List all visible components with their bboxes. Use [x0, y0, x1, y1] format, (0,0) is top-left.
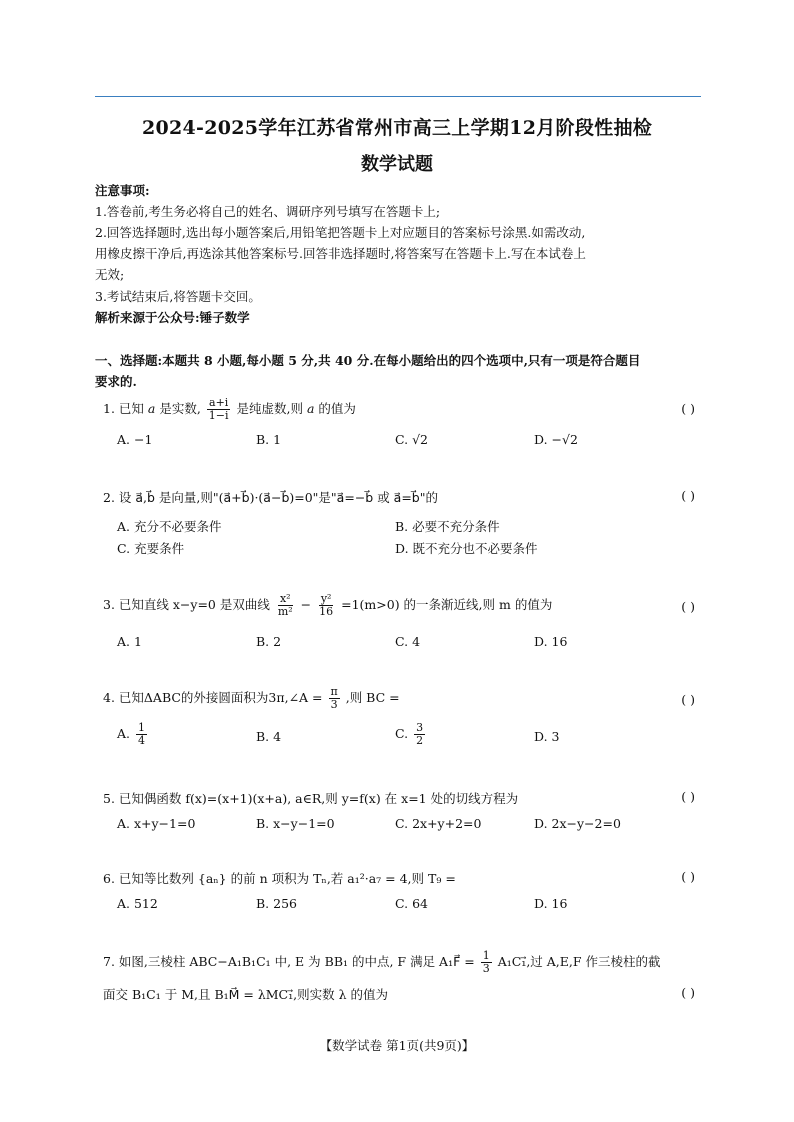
section-heading-cont: 要求的.	[95, 374, 137, 389]
question-3: 3. 已知直线 x−y=0 是双曲线 $\frac{\text{x²}}{\text{m²}}$ − $\frac{\text{y²}}{16}$ =1(m>0) 的一条渐近线,则 m 的值为 ( )	[103, 592, 695, 619]
option-d: D. 2x−y−2=0	[534, 816, 621, 831]
answer-blank: ( )	[681, 401, 695, 416]
answer-blank: ( )	[681, 789, 695, 804]
question-4: 4. 已知ΔABC的外接圆面积为3π,∠A = $\frac{\pi}{3}$ ,则 BC = ( )	[103, 685, 695, 712]
question-7-cont: 面交 B₁C₁ 于 M,且 B₁M⃗ = λMC₁⃗,则实数 λ 的值为 ( )	[103, 985, 695, 1002]
option-c: C. √2	[395, 432, 428, 447]
option-d: D. 16	[534, 634, 568, 649]
fraction: $\frac{\text{x²}}{\text{m²}}$	[277, 592, 293, 619]
option-b: B. 必要不充分条件	[395, 519, 500, 534]
option-a: A. 512	[117, 896, 158, 911]
option-b: B. 2	[256, 634, 282, 649]
option-d: D. −√2	[534, 432, 578, 447]
header-rule	[95, 96, 701, 97]
question-6: 6. 已知等比数列 {aₙ} 的前 n 项积为 Tₙ,若 a₁²·a₇ = 4,则 T₉ = ( )	[103, 869, 695, 886]
option-a: A. −1	[117, 432, 153, 447]
answer-blank: ( )	[681, 869, 695, 884]
option-c: C. $\frac{3}{2}$	[395, 721, 424, 748]
option-b: B. 1	[256, 432, 282, 447]
notice-heading: 注意事项:	[95, 183, 150, 198]
fraction: $\frac{a+i}{1-i}$	[208, 396, 229, 423]
answer-blank: ( )	[681, 692, 695, 707]
question-2: 2. 设 a⃗,b⃗ 是向量,则"(a⃗+b⃗)·(a⃗−b⃗)=0"是"a⃗=−b⃗ 或 a⃗=b⃗"的 ( )	[103, 488, 695, 505]
option-c: C. 2x+y+2=0	[395, 816, 482, 831]
option-d: D. 既不充分也不必要条件	[395, 541, 538, 556]
option-a: A. 充分不必要条件	[117, 519, 222, 534]
question-5: 5. 已知偶函数 f(x)=(x+1)(x+a), a∈R,则 y=f(x) 在 x=1 处的切线方程为 ( )	[103, 789, 695, 806]
option-c: C. 4	[395, 634, 421, 649]
option-a: A. $\frac{1}{4}$	[117, 721, 145, 748]
section-heading: 一、选择题:本题共 8 小题,每小题 5 分,共 40 分.在每小题给出的四个选项中,只有一项是符合题目	[95, 353, 641, 368]
notice-line: 用橡皮擦干净后,再选涂其他答案标号.回答非选择题时,将答案写在答题卡上.写在本试卷上	[95, 246, 586, 261]
page-subtitle: 数学试题	[361, 154, 433, 175]
option-d: D. 3	[534, 729, 560, 744]
fraction: $\frac{\text{y²}}{16}$	[319, 592, 334, 619]
notice-line: 3.考试结束后,将答题卡交回。	[95, 289, 261, 304]
option-a: A. 1	[117, 634, 142, 649]
fraction: $\frac{1}{4}$	[138, 721, 145, 748]
notice-line: 2.回答选择题时,选出每小题答案后,用铅笔把答题卡上对应题目的答案标号涂黑.如需改动,	[95, 225, 586, 240]
page-title: 2024-2025学年江苏省常州市高三上学期12月阶段性抽检	[141, 117, 653, 139]
fraction: $\frac{3}{2}$	[416, 721, 424, 748]
answer-blank: ( )	[681, 985, 695, 1000]
notice-line: 1.答卷前,考生务必将自己的姓名、调研序列号填写在答题卡上;	[95, 204, 441, 219]
fraction: $\frac{\pi}{3}$	[330, 685, 338, 712]
option-b: B. x−y−1=0	[256, 816, 335, 831]
source-note: 解析来源于公众号:锤子数学	[95, 310, 250, 325]
option-b: B. 4	[256, 729, 282, 744]
answer-blank: ( )	[681, 488, 695, 503]
option-a: A. x+y−1=0	[117, 816, 196, 831]
option-c: C. 充要条件	[117, 541, 185, 556]
answer-blank: ( )	[681, 599, 695, 614]
fraction: $\frac{1}{3}$	[482, 949, 490, 976]
page-footer: 【数学试卷 第1页(共9页)】	[319, 1038, 475, 1053]
question-1: 1. 已知 a 是实数, $\frac{a+i}{1-i}$ 是纯虚数,则 a 的值为 ( )	[103, 396, 695, 423]
option-b: B. 256	[256, 896, 297, 911]
option-d: D. 16	[534, 896, 568, 911]
notice-line: 无效;	[95, 267, 125, 282]
question-7: 7. 如图,三棱柱 ABC−A₁B₁C₁ 中, E 为 BB₁ 的中点, F 满足 A₁F⃗ = $\frac{1}{3}$ A₁C₁⃗,过 A,E,F 作三棱柱的截	[103, 949, 661, 976]
option-c: C. 64	[395, 896, 428, 911]
